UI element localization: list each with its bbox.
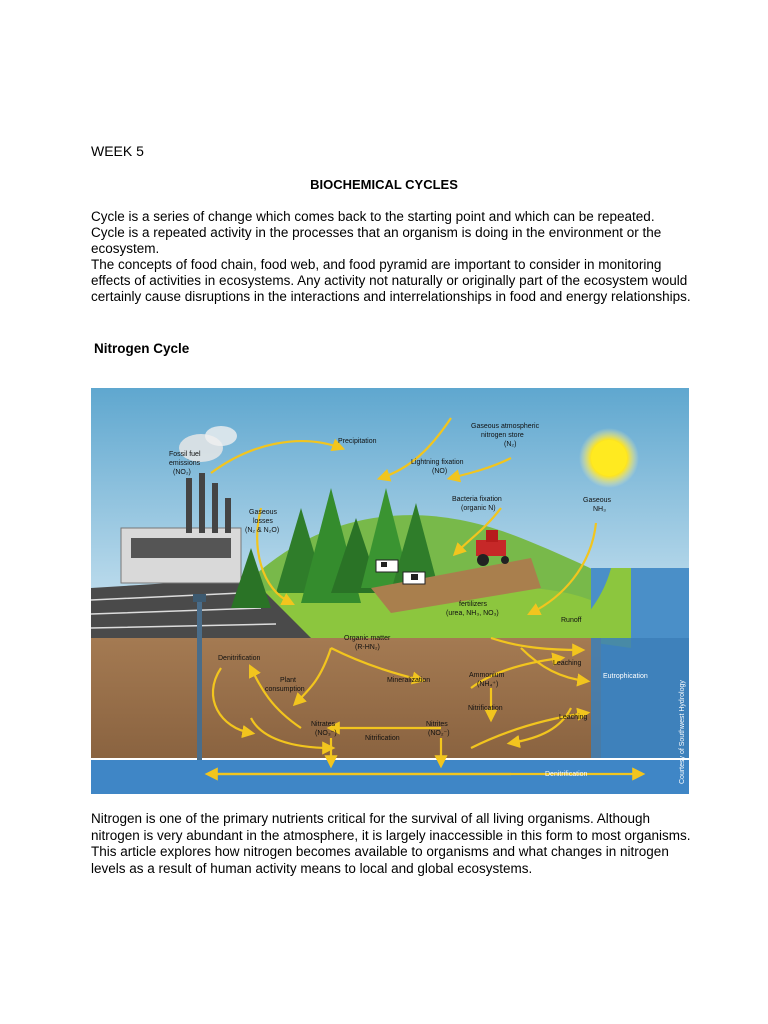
label-leaching-top: Leaching xyxy=(553,660,582,667)
label-mineralization: Mineralization xyxy=(387,677,431,684)
label-organic-1: Organic matter xyxy=(344,635,391,642)
document-title: BIOCHEMICAL CYCLES xyxy=(310,177,458,192)
label-nitrites-2: (NO₂⁻) xyxy=(428,730,450,737)
label-atm-3: (N₂) xyxy=(504,441,517,448)
label-fertilizers-2: (urea, NH₃, NO₃) xyxy=(446,610,499,617)
nitrogen-cycle-diagram xyxy=(91,388,689,794)
label-leaching-low: Leaching xyxy=(559,714,588,721)
label-fossil-fuel-2: emissions xyxy=(169,460,201,467)
label-nitrification-low: Nitrification xyxy=(365,735,400,742)
label-runoff: Runoff xyxy=(561,617,582,624)
label-gaseous-nh3-1: Gaseous xyxy=(583,497,612,504)
label-nitrification-mid: Nitrification xyxy=(468,705,503,712)
week-label: WEEK 5 xyxy=(91,143,144,159)
label-ammonium-1: Ammonium xyxy=(469,672,505,679)
intro-paragraph-1: Cycle is a series of change which comes back to the starting point and which can be repeated. Cycle is a repeated activity in the processes that an organism is doing in the environment or the ecosystem. xyxy=(91,209,662,256)
label-gaseous-losses-2: losses xyxy=(253,518,273,525)
label-ammonium-2: (NH₄⁺) xyxy=(477,681,499,688)
label-plant-1: Plant xyxy=(280,677,296,684)
image-credit: Courtesy of Southwest Hydrology xyxy=(679,680,686,784)
label-gaseous-losses-1: Gaseous xyxy=(249,509,278,516)
nitrogen-cycle-svg xyxy=(91,388,689,794)
label-eutrophication: Eutrophication xyxy=(603,673,648,680)
label-plant-2: consumption xyxy=(265,686,305,693)
label-fertilizers-1: fertilizers xyxy=(459,601,488,608)
label-bacteria-1: Bacteria fixation xyxy=(452,496,502,503)
label-lightning-2: (NO) xyxy=(432,468,448,475)
label-atm-1: Gaseous atmospheric xyxy=(471,423,540,430)
label-nitrates-2: (NO₃⁻) xyxy=(315,730,337,737)
label-precipitation: Precipitation xyxy=(338,438,377,445)
label-denitrification-left: Denitrification xyxy=(218,655,261,662)
groundwater xyxy=(91,760,689,794)
label-fossil-fuel-3: (NO₂) xyxy=(173,469,191,476)
body-text: Nitrogen is one of the primary nutrients critical for the survival of all living organisms. Although nitrogen is very abundant in the atmosphere, it is largely inaccessible in this form to most organisms. This article explores how nitrogen becomes available to organisms and what changes in nitrogen levels as a result of human activity means to local and global ecosystems. xyxy=(91,811,691,876)
intro-paragraph-2: The concepts of food chain, food web, and food pyramid are important to consider in monitoring effects of activities in ecosystems. Any activity not naturally or originally part of the ecosystem would certainly cause disruptions in the interactions and interrelationships in food and energy relationships. xyxy=(91,257,691,304)
label-nitrites-1: Nitrites xyxy=(426,721,448,728)
well-pipe xyxy=(197,600,202,760)
label-gaseous-losses-3: (N₂ & N₂O) xyxy=(245,527,280,534)
section-heading: Nitrogen Cycle xyxy=(94,341,190,356)
label-bacteria-2: (organic N) xyxy=(461,505,496,512)
label-organic-2: (R-HN₂) xyxy=(355,644,380,651)
label-lightning-1: Lightning fixation xyxy=(411,459,464,466)
label-gaseous-nh3-2: NH₃ xyxy=(593,506,606,513)
label-fossil-fuel-1: Fossil fuel xyxy=(169,451,201,458)
label-denitrification-bottom: Denitrification xyxy=(545,771,588,778)
label-atm-2: nitrogen store xyxy=(481,432,524,439)
label-nitrates-1: Nitrates xyxy=(311,721,336,728)
intro-text xyxy=(91,209,691,305)
